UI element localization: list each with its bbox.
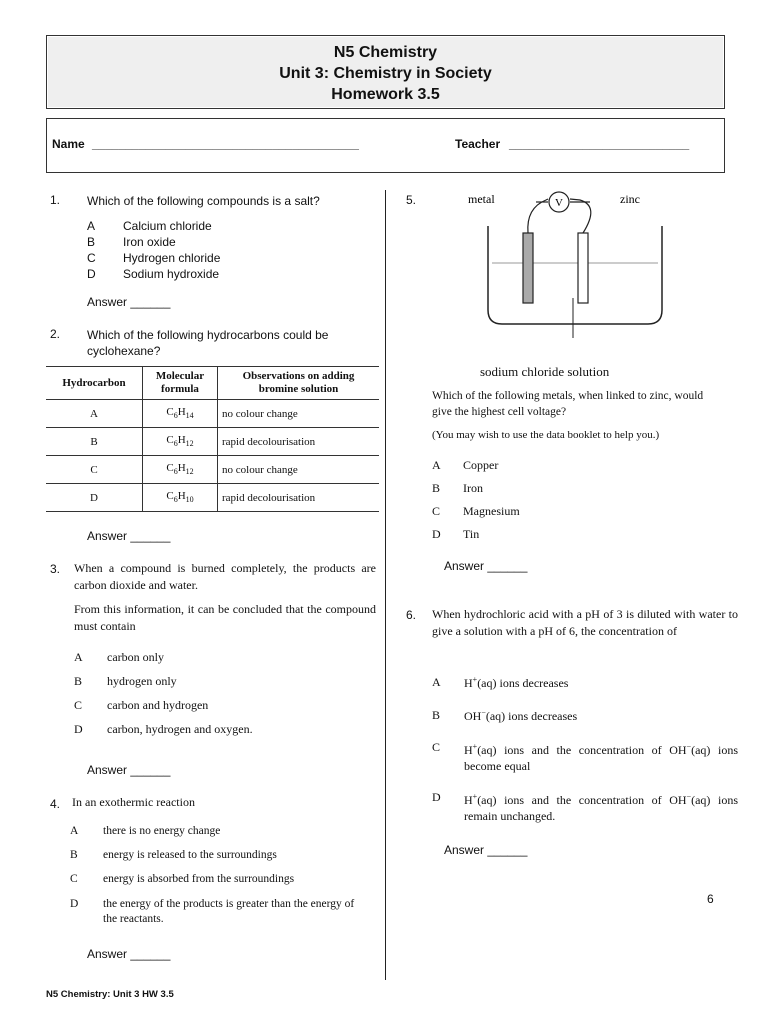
table-header: Observations on adding bromine solution [218, 367, 380, 400]
q6-option-b[interactable]: B OH−(aq) ions decreases [432, 708, 578, 723]
q6-answer[interactable]: Answer ______ [444, 843, 528, 857]
page-number: 6 [707, 892, 714, 906]
q5-hint: (You may wish to use the data booklet to help you.) [432, 429, 660, 441]
q3-option-c[interactable]: C carbon and hydrogen [74, 698, 209, 712]
name-teacher-box [46, 118, 725, 173]
q1-text: Which of the following compounds is a salt? [87, 194, 320, 208]
q5-text: Which of the following metals, when linked to zinc, would give the highest cell voltage? [432, 390, 704, 418]
q4-option-d[interactable]: D the energy of the products is greater than the energy of the reactants. [70, 898, 355, 925]
metal-electrode-icon [523, 233, 533, 303]
solution-label: sodium chloride solution [480, 364, 610, 379]
q1-option-a[interactable]: A Calcium chloride [87, 219, 212, 233]
q6-options [432, 675, 738, 829]
q3-option-d[interactable]: D carbon, hydrogen and oxygen. [74, 722, 253, 736]
electrochemical-cell-diagram [440, 188, 700, 338]
q5-option-d[interactable]: D Tin [432, 527, 480, 541]
q1-option-d[interactable]: D Sodium hydroxide [87, 267, 220, 281]
q5-option-c[interactable]: C Magnesium [432, 504, 520, 518]
zinc-label: zinc [620, 192, 640, 206]
hydrocarbon-table [46, 366, 379, 512]
teacher-label: Teacher [455, 137, 501, 151]
q6-option-d[interactable]: D H+(aq) ions and the concentration of OH−(aq) ions remain unchanged. [432, 790, 738, 823]
table-header: Molecular formula [143, 367, 218, 400]
table-header: Hydrocarbon [46, 367, 143, 400]
teacher-field[interactable]: ___________________________ [509, 137, 690, 151]
q1-option-b[interactable]: B Iron oxide [87, 235, 176, 249]
q3-number: 3. [50, 562, 61, 576]
q3-answer[interactable]: Answer ______ [87, 763, 171, 777]
q3-options [74, 650, 253, 746]
q5-option-b[interactable]: B Iron [432, 481, 483, 495]
q4-number: 4. [50, 797, 61, 811]
q5-number: 5. [406, 193, 417, 207]
q5-options [432, 458, 520, 550]
q5-option-a[interactable]: A Copper [432, 458, 499, 472]
q6-option-a[interactable]: A H+(aq) ions decreases [432, 675, 569, 690]
q3-text-1: When a compound is burned completely, the products are carbon dioxide and water. [74, 561, 376, 592]
zinc-electrode-icon [578, 233, 588, 303]
q2-text: Which of the following hydrocarbons could be cyclohexane? [87, 328, 329, 358]
footer: N5 Chemistry: Unit 3 HW 3.5 [46, 989, 174, 1000]
metal-label: metal [468, 192, 495, 206]
q3-option-b[interactable]: B hydrogen only [74, 674, 177, 688]
q1-options [87, 218, 220, 282]
name-field[interactable]: ________________________________________ [92, 137, 359, 151]
q1-answer[interactable]: Answer ______ [87, 295, 171, 309]
q3-option-a[interactable]: A carbon only [74, 650, 164, 664]
doc-homework: Homework 3.5 [331, 86, 440, 103]
q1-number: 1. [50, 193, 61, 207]
q6-text: When hydrochloric acid with a pH of 3 is diluted with water to give a solution with a pH of 6, the concentration of [432, 607, 738, 638]
q2-number: 2. [50, 327, 61, 341]
column-divider [385, 190, 386, 980]
q6-option-c[interactable]: C H+(aq) ions and the concentration of OH−(aq) ions become equal [432, 740, 738, 773]
table-row: B $C_6H_{12}$ rapid decolourisation [46, 428, 379, 456]
q4-text: In an exothermic reaction [72, 795, 195, 809]
q2-answer[interactable]: Answer ______ [87, 529, 171, 543]
table-row: D $C_6H_{10}$ rapid decolourisation [46, 484, 379, 512]
doc-title: N5 Chemistry [333, 44, 438, 61]
doc-unit: Unit 3: Chemistry in Society [279, 65, 492, 82]
q4-option-b[interactable]: B energy is released to the surroundings [70, 849, 277, 861]
table-row: A $C_6H_{14}$ no colour change [46, 400, 379, 428]
table-row: C $C_6H_{12}$ no colour change [46, 456, 379, 484]
q4-option-a[interactable]: A there is no energy change [70, 825, 221, 837]
q5-answer[interactable]: Answer ______ [444, 559, 528, 573]
q6-number: 6. [406, 608, 417, 622]
name-label: Name [52, 137, 85, 151]
q1-option-c[interactable]: C Hydrogen chloride [87, 251, 221, 265]
beaker-icon [488, 226, 662, 324]
voltmeter-label: V [555, 197, 563, 209]
q4-answer[interactable]: Answer ______ [87, 947, 171, 961]
q3-text-2: From this information, it can be concluded that the compound must contain [74, 602, 376, 633]
q4-option-c[interactable]: C energy is absorbed from the surroundings [70, 873, 295, 885]
title-box [46, 35, 725, 109]
q4-options [70, 825, 365, 927]
